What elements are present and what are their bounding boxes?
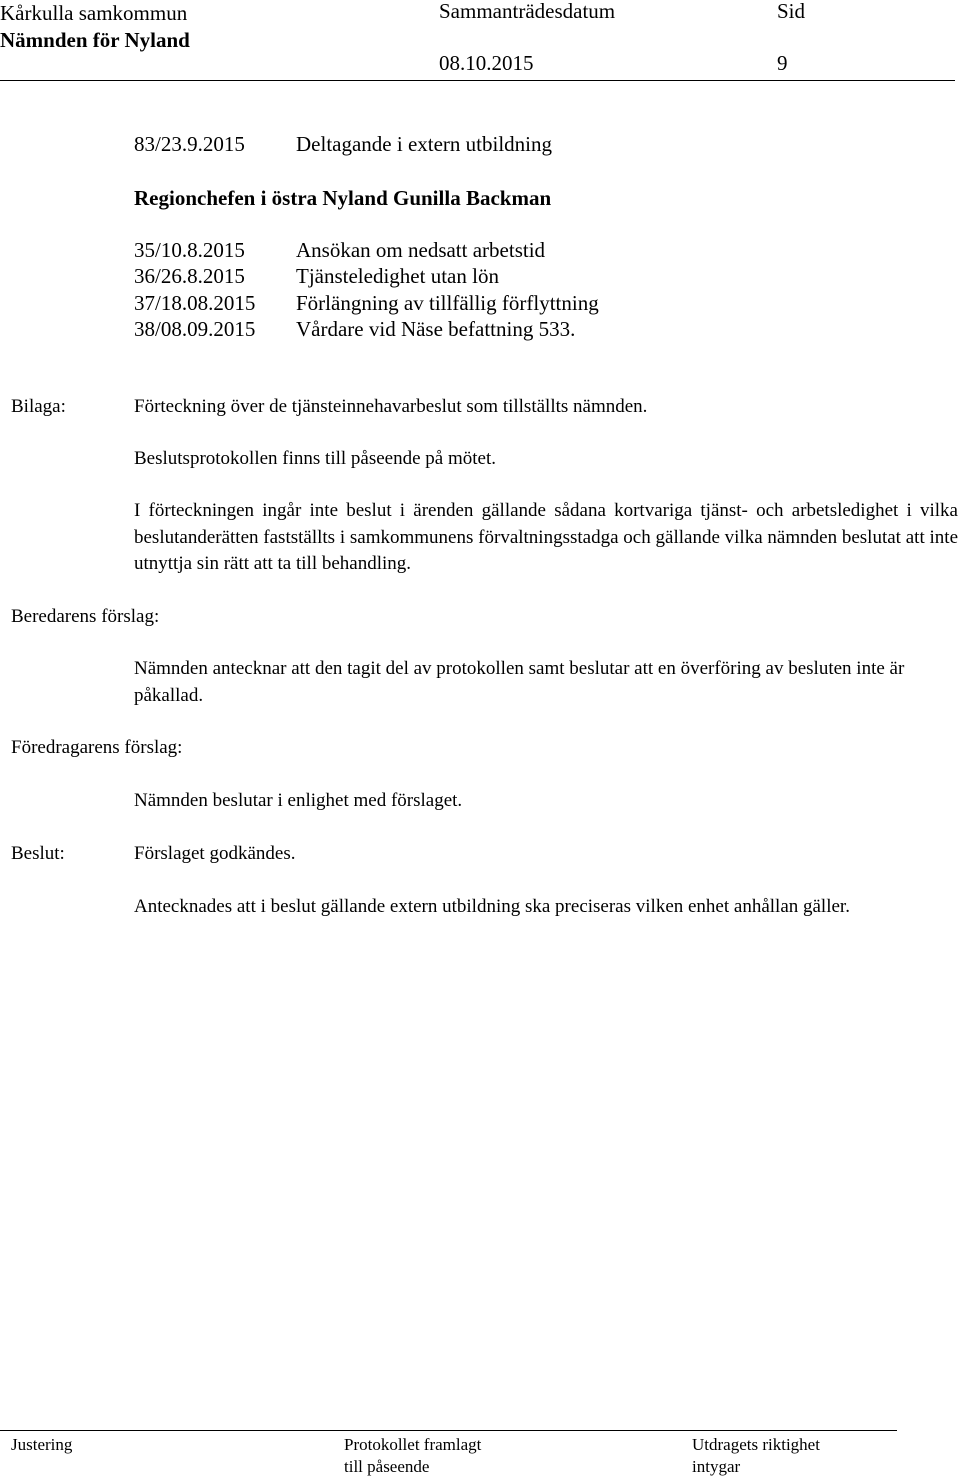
decision-maker: Regionchefen i östra Nyland Gunilla Backman [134,186,552,210]
bilaga-text: Förteckning över de tjänsteinnehavarbeslut som tillställts nämnden. [134,396,648,417]
beredarens-label: Beredarens förslag: [11,606,160,627]
decision-ref: 37/18.08.2015 [134,291,256,315]
decision-ref: 35/10.8.2015 [134,238,245,262]
beslut-note: Antecknades att i beslut gällande extern utbildning ska preciseras vilken enhet anhållan gäller. [134,896,850,917]
decision-text: Ansökan om nedsatt arbetstid [296,238,546,262]
decision-text: Tjänsteledighet utan lön [296,264,499,288]
committee-name: Nämnden för Nyland [0,28,190,52]
decision-ref: 36/26.8.2015 [134,264,245,288]
item-number: 83/23.9.2015 [134,132,245,156]
decision-text: Vårdare vid Näse befattning 533. [296,317,576,341]
header-divider [0,80,955,81]
page-label: Sid [777,0,806,23]
item-title: Deltagande i extern utbildning [296,132,553,156]
footer-divider [0,1430,897,1431]
footer-justering: Justering [11,1435,73,1454]
meeting-date-label: Sammanträdesdatum [439,0,616,23]
bilaga-note: Beslutsprotokollen finns till påseende på mötet. [134,448,496,469]
foredragarens-label: Föredragarens förslag: [11,737,183,758]
meeting-date: 08.10.2015 [439,51,534,75]
bilaga-label: Bilaga: [11,396,66,417]
foredragarens-text: Nämnden beslutar i enlighet med förslaget. [134,790,463,811]
note-paragraph: I förteckningen ingår inte beslut i ärenden gällande sådana kortvariga tjänst- och arbetsledighet i vilka beslutanderätten fastställts i samkommunens förvaltningsstadga och gällande vilka nämnden beslutat att inte utnyttja sin rätt att ta till behandling. [134,500,958,574]
page-number: 9 [777,51,788,75]
beslut-label: Beslut: [11,843,65,864]
municipality-name: Kårkulla samkommun [0,1,188,25]
footer-utdragets-sub: intygar [692,1457,741,1476]
decision-text: Förlängning av tillfällig förflyttning [296,291,599,315]
beredarens-text: Nämnden antecknar att den tagit del av protokollen samt beslutar att en överföring av besluten inte är påkallad. [134,658,905,706]
beslut-text: Förslaget godkändes. [134,843,296,864]
decision-ref: 38/08.09.2015 [134,317,256,341]
footer-protokollet: Protokollet framlagt [344,1435,482,1454]
footer-utdragets: Utdragets riktighet [692,1435,820,1454]
footer-protokollet-sub: till påseende [344,1457,430,1476]
